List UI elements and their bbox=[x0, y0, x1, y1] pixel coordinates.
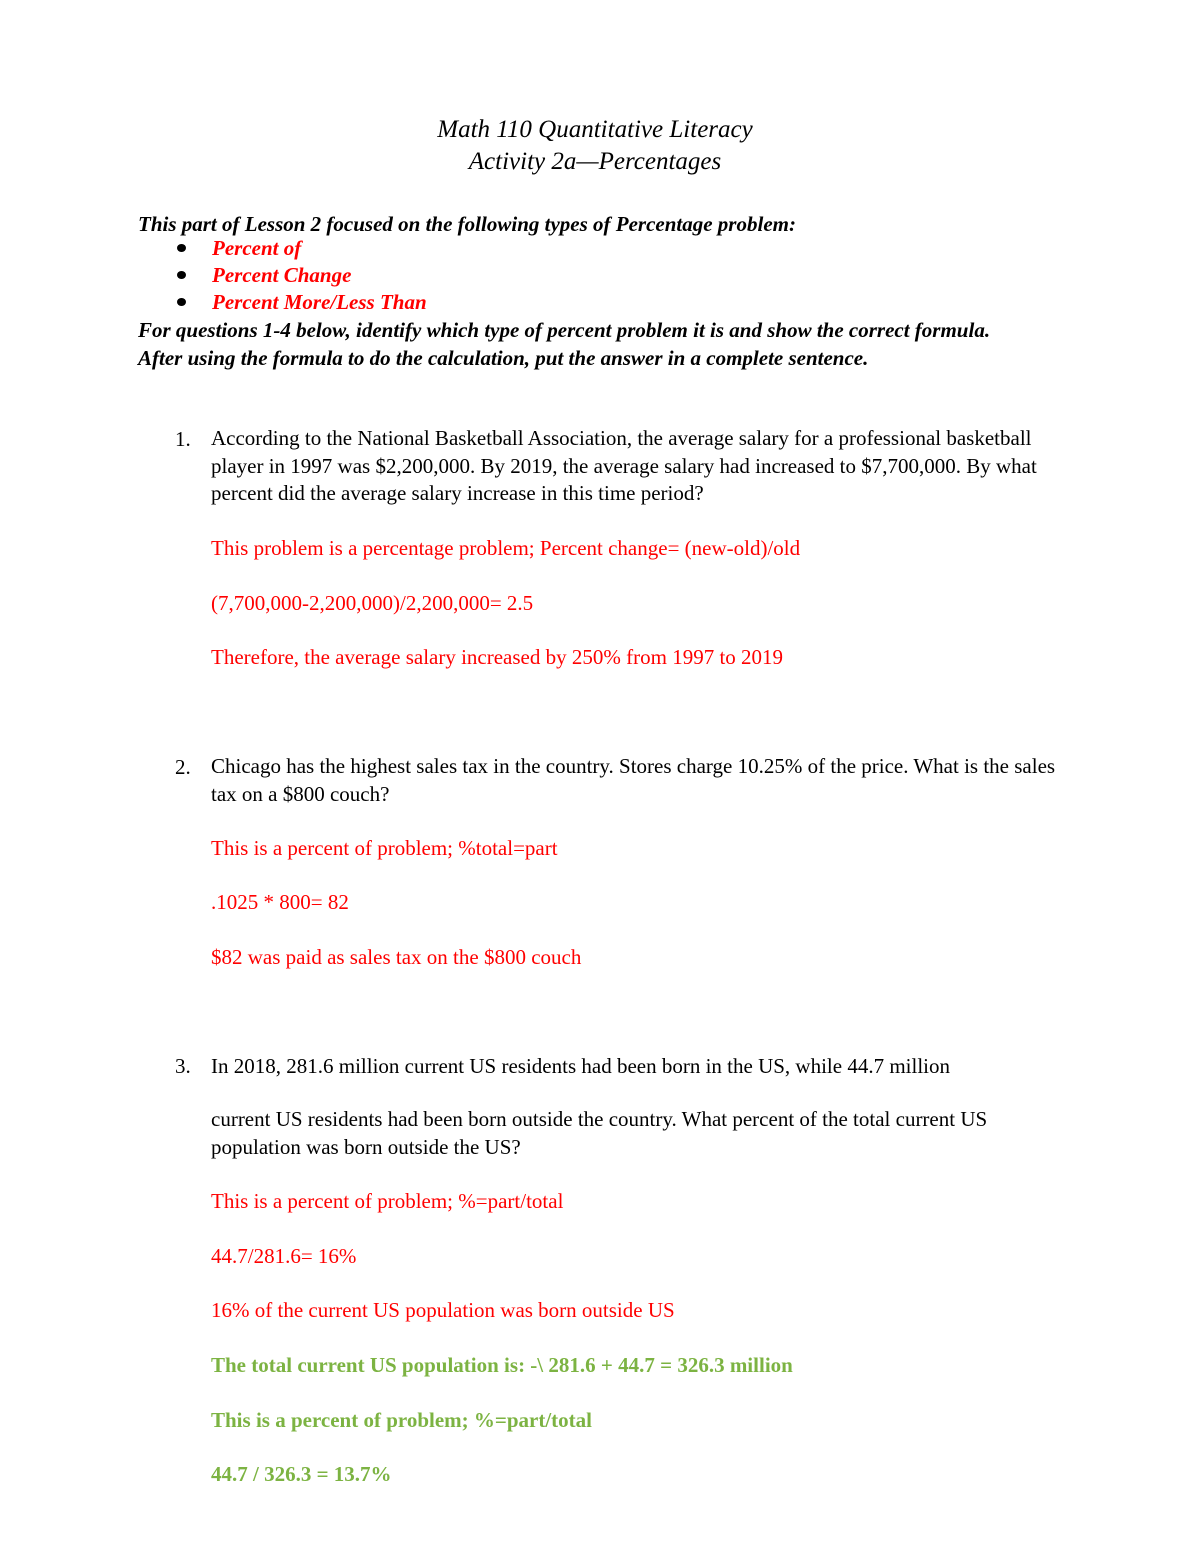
question-2-answer-sentence: $82 was paid as sales tax on the $800 couch bbox=[211, 945, 582, 969]
question-3-correction-total: The total current US population is: -\ 281.6 + 44.7 = 326.3 million bbox=[211, 1353, 793, 1377]
question-1-answer-type: This problem is a percentage problem; Percent change= (new-old)/old bbox=[211, 536, 801, 560]
question-3-answer-type: This is a percent of problem; %=part/total bbox=[211, 1189, 564, 1213]
question-2-answer-calc: .1025 * 800= 82 bbox=[211, 890, 349, 914]
bullet-icon bbox=[177, 271, 186, 279]
question-3-text-rest: current US residents had been born outside the country. What percent of the total current US population was born outside the US? bbox=[211, 1107, 988, 1159]
question-2-text: Chicago has the highest sales tax in the country. Stores charge 10.25% of the price. What is the sales tax on a $800 couch? bbox=[211, 754, 1056, 806]
question-1-text: According to the National Basketball Association, the average salary for a professional basketball player in 1997 was $2,200,000. By 2019, the average salary had increased to $7,700,000. By what percent did the average salary increase in this time period? bbox=[211, 426, 1037, 505]
question-3-answer-sentence: 16% of the current US population was born outside US bbox=[211, 1298, 675, 1322]
instructions: For questions 1-4 below, identify which type of percent problem it is and show the correct formula. After using the formula to do the calculation, put the answer in a complete sentence. bbox=[138, 318, 991, 370]
question-1-answer-calc: (7,700,000-2,200,000)/2,200,000= 2.5 bbox=[211, 591, 534, 615]
question-2-answer-type: This is a percent of problem; %total=part bbox=[211, 836, 558, 860]
question-1-number: 1. bbox=[175, 427, 191, 451]
list-item-label: Percent Change bbox=[212, 263, 352, 287]
question-3-correction-type: This is a percent of problem; %=part/total bbox=[211, 1408, 593, 1432]
list-item bbox=[172, 289, 427, 316]
question-3-text-line1: In 2018, 281.6 million current US residents had been born in the US, while 44.7 million bbox=[211, 1054, 950, 1078]
document-title: Math 110 Quantitative Literacy bbox=[437, 116, 753, 143]
list-item bbox=[172, 235, 427, 262]
list-item-label: Percent More/Less Than bbox=[212, 290, 427, 314]
bullet-icon bbox=[177, 244, 186, 252]
intro-lead: This part of Lesson 2 focused on the following types of Percentage problem: bbox=[138, 212, 796, 236]
question-1-answer-sentence: Therefore, the average salary increased by 250% from 1997 to 2019 bbox=[211, 645, 784, 669]
question-3-correction-calc: 44.7 / 326.3 = 13.7% bbox=[211, 1462, 392, 1486]
question-3-number: 3. bbox=[175, 1054, 191, 1078]
bullet-icon bbox=[177, 298, 186, 306]
percent-type-list bbox=[172, 235, 427, 316]
document-subtitle: Activity 2a—Percentages bbox=[468, 148, 722, 175]
question-3-answer-calc: 44.7/281.6= 16% bbox=[211, 1244, 357, 1268]
question-2-number: 2. bbox=[175, 755, 191, 779]
list-item bbox=[172, 262, 427, 289]
list-item-label: Percent of bbox=[212, 236, 302, 260]
